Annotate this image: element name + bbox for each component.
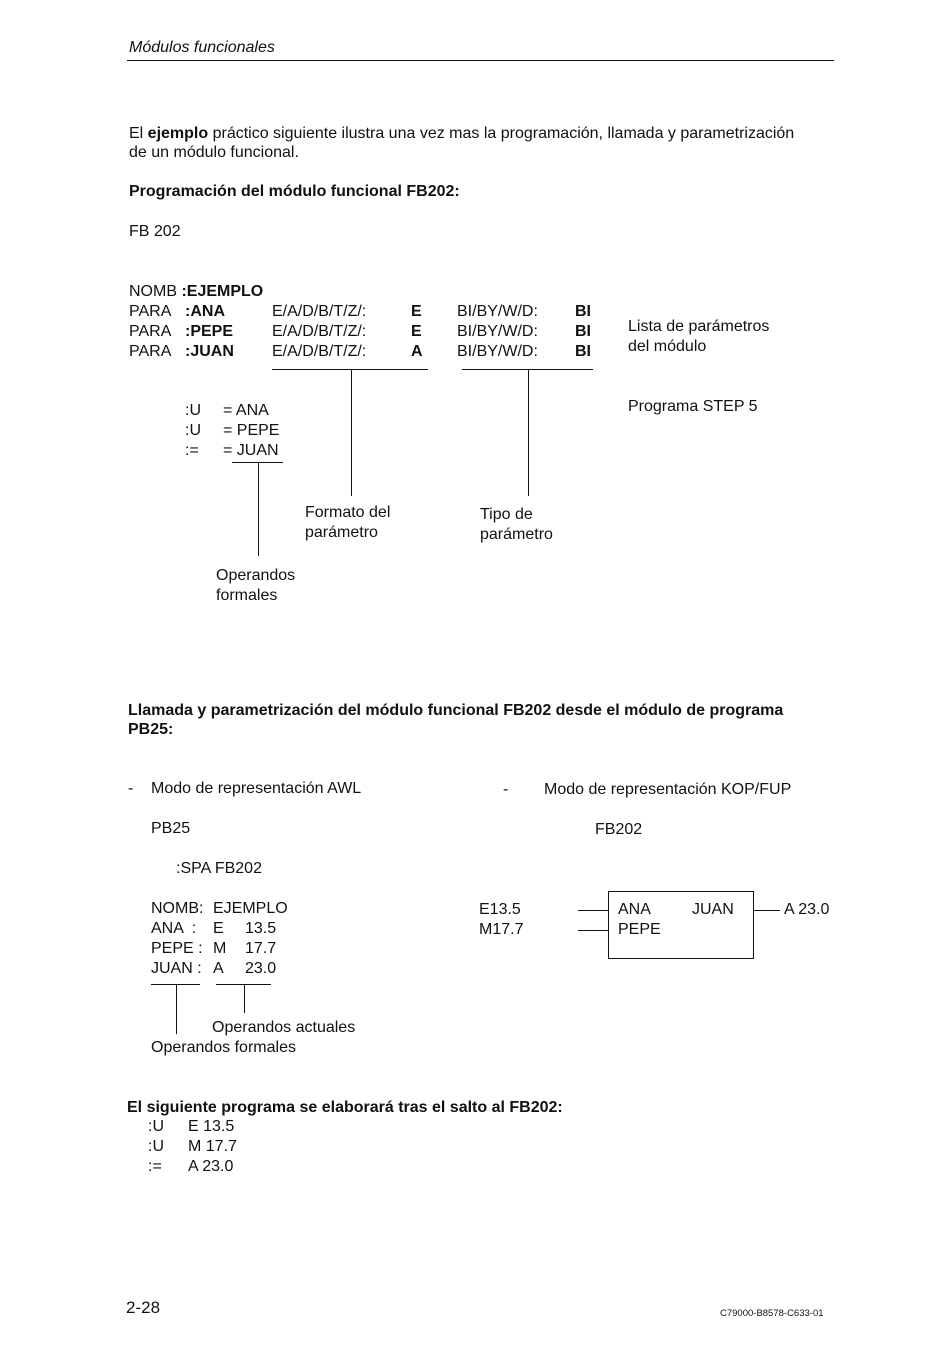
section1-heading: Programación del módulo funcional FB202: [129,183,460,200]
awl-row-op: EJEMPLO [213,900,288,917]
section2-heading-2: PB25: [128,721,174,738]
program-op: :U [185,422,201,439]
program-operand: = ANA [223,402,269,419]
intro-bold-word: ejemplo [147,125,209,142]
type-label-1: Tipo de [480,506,533,523]
intro-line-2: de un módulo funcional. [129,144,299,161]
page-header-title: Módulos funcionales [129,39,275,56]
awl-row-name: PEPE : [151,940,203,957]
kop-input-wire-2 [578,930,609,931]
kop-input-2: M17.7 [479,921,524,938]
awl-actual-pointer [244,984,245,1013]
s3-op: :U [148,1118,164,1135]
nomb-keyword: NOMB [129,283,177,300]
para-name: :JUAN [185,343,234,360]
para-format: A [411,343,423,360]
para-type-list: BI/BY/W/D: [457,343,538,360]
kop-output-wire [753,910,780,911]
para-keyword: PARA [129,303,172,320]
kop-output: A 23.0 [784,901,830,918]
awl-row-val: 17.7 [245,940,277,957]
para-format-list: E/A/D/B/T/Z/: [272,323,367,340]
awl-pb: PB25 [151,820,191,837]
page-number: 2-28 [126,1298,161,1317]
para-type: BI [575,303,591,320]
para-keyword: PARA [129,323,172,340]
awl-row-val: 23.0 [245,960,277,977]
awl-actual-label: Operandos actuales [212,1019,356,1036]
type-pointer [528,369,529,496]
awl-row-name: JUAN : [151,960,202,977]
formal-label-2: formales [216,587,278,604]
program-operand: = PEPE [223,422,280,439]
header-rule [127,60,834,61]
intro-post: práctico siguiente ilustra una vez mas la programación, llamada y parametrización [208,125,795,142]
s3-operand: E 13.5 [188,1118,235,1135]
document-code: C79000-B8578-C633-01 [720,1308,824,1319]
awl-call: :SPA FB202 [176,860,262,877]
nomb-name: :EJEMPLO [181,283,264,300]
section2-heading-1: Llamada y parametrización del módulo funcional FB202 desde el módulo de programa [128,702,784,719]
awl-title: Modo de representación AWL [151,780,362,797]
awl-row-op: M [213,940,227,957]
para-type: BI [575,343,591,360]
program-note: Programa STEP 5 [628,398,758,415]
format-label-2: parámetro [305,524,378,541]
fb-label: FB 202 [129,223,181,240]
format-label-1: Formato del [305,504,391,521]
awl-formal-label: Operandos formales [151,1039,296,1056]
type-label-2: parámetro [480,526,553,543]
formal-label-1: Operandos [216,567,296,584]
para-format: E [411,303,422,320]
s3-operand: M 17.7 [188,1138,237,1155]
param-list-note-1: Lista de parámetros [628,318,770,335]
awl-row-op: E [213,920,224,937]
s3-op: := [148,1158,162,1175]
awl-row-op: A [213,960,224,977]
awl-row-val: 13.5 [245,920,277,937]
para-format: E [411,323,422,340]
para-name: :ANA [185,303,225,320]
fb-pin-pepe: PEPE [618,921,661,938]
param-list-note-2: del módulo [628,338,707,355]
format-pointer [351,369,352,496]
para-type-list: BI/BY/W/D: [457,323,538,340]
program-op: :U [185,402,201,419]
fb-pin-ana: ANA [618,901,651,918]
nomb-line [129,282,263,302]
program-op: := [185,442,199,459]
awl-row-name: ANA : [151,920,197,937]
formal-pointer [258,462,259,556]
kop-dash: - [503,781,509,798]
para-keyword: PARA [129,343,172,360]
section3-heading: El siguiente programa se elaborará tras el salto al FB202: [127,1099,563,1116]
intro-line-1 [129,124,794,144]
para-type: BI [575,323,591,340]
s3-operand: A 23.0 [188,1158,234,1175]
awl-formal-pointer [176,984,177,1034]
para-format-list: E/A/D/B/T/Z/: [272,343,367,360]
awl-dash: - [128,780,134,797]
para-format-list: E/A/D/B/T/Z/: [272,303,367,320]
format-bracket [272,369,428,370]
program-operand: = JUAN [223,442,279,459]
intro-pre: El [129,125,148,142]
kop-input-1: E13.5 [479,901,521,918]
kop-input-wire-1 [578,910,609,911]
para-type-list: BI/BY/W/D: [457,303,538,320]
kop-fb: FB202 [595,821,643,838]
awl-row-name: NOMB: [151,900,204,917]
fb-pin-juan: JUAN [692,901,734,918]
kop-title: Modo de representación KOP/FUP [544,781,792,798]
s3-op: :U [148,1138,164,1155]
para-name: :PEPE [185,323,234,340]
